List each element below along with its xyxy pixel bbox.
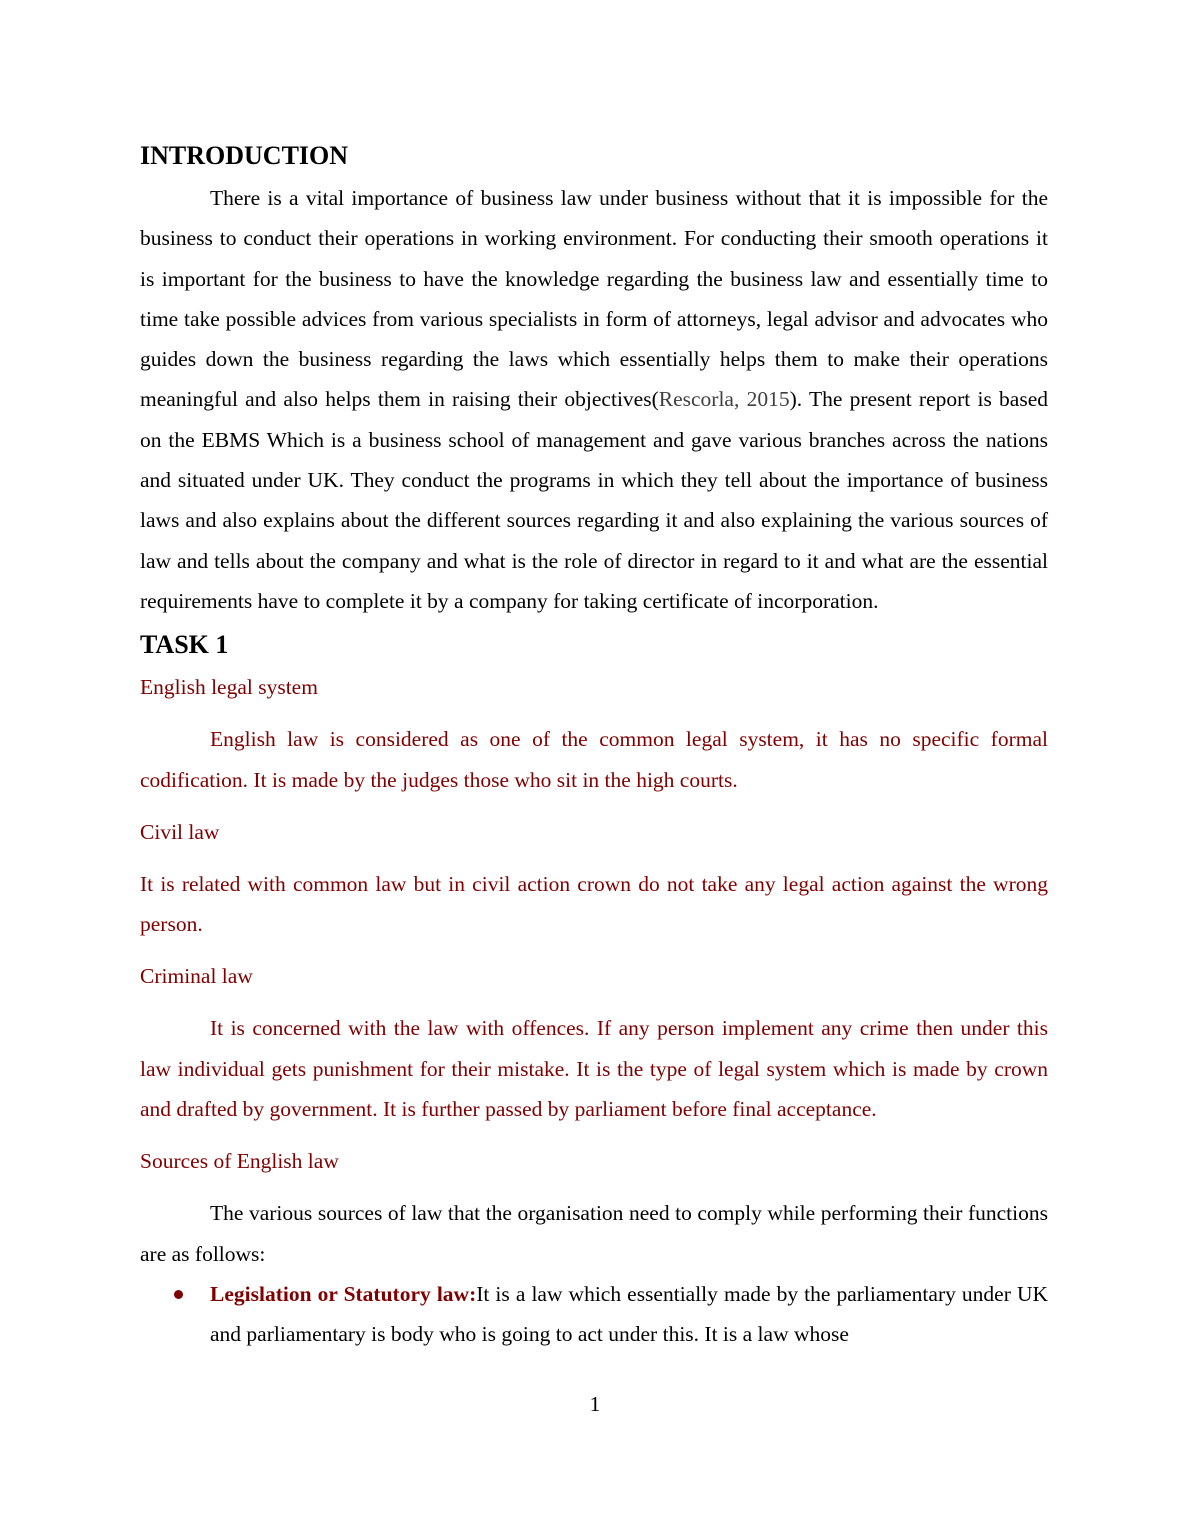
list-item-text: It is a law which essentially made by the parliamentary under UK and parliamentary is body who is going to act under this. It is a law whose xyxy=(210,1281,1048,1347)
page-content xyxy=(140,138,1048,1355)
task1-heading: TASK 1 xyxy=(140,630,229,660)
introduction-text-part1: There is a vital importance of business law under business without that it is impossible for the business to conduct their operations in working environment. For conducting their smooth operations it is important for the business to have the knowledge regarding the business law and essentially time to time take possible advices from various specialists in form of attorneys, legal advisor and advocates who guides down the business regarding the laws which essentially helps them to make their operations meaningful and also helps them in raising their objectives( xyxy=(140,186,1048,412)
sources-title: Sources of English law xyxy=(140,1149,339,1174)
page-number: 1 xyxy=(589,1392,601,1416)
list-item xyxy=(140,1274,1048,1355)
introduction-citation: Rescorla, 2015 xyxy=(658,387,790,412)
english-legal-system-paragraph: English law is considered as one of the common legal system, it has no specific formal codification. It is made by the judges those who sit in the high courts. xyxy=(140,727,1048,792)
criminal-law-title: Criminal law xyxy=(140,964,253,989)
civil-law-title: Civil law xyxy=(140,819,220,844)
bullet-icon xyxy=(174,1290,183,1299)
sources-list xyxy=(140,1274,1048,1355)
list-item-term: Legislation or Statutory law: xyxy=(210,1281,477,1306)
civil-law-paragraph: It is related with common law but in civil action crown do not take any legal action against the wrong person. xyxy=(140,871,1048,937)
criminal-law-paragraph: It is concerned with the law with offences. If any person implement any crime then under this law individual gets punishment for their mistake. It is the type of legal system which is made by crown and drafted by government. It is further passed by parliament before final acceptance. xyxy=(140,1016,1048,1122)
english-legal-system-title: English legal system xyxy=(140,675,318,700)
introduction-heading: INTRODUCTION xyxy=(140,141,349,170)
introduction-text-part2: ). The present report is based on the EBMS Which is a business school of management and gave various branches across the nations and situated under UK. They conduct the programs in which they tell about the importance of business laws and also explains about the different sources regarding it and also explaining the various sources of law and tells about the company and what is the role of director in regard to it and what are the essential requirements have to complete it by a company for taking certificate of incorporation. xyxy=(140,387,1048,613)
introduction-paragraph xyxy=(140,178,1048,621)
sources-paragraph: The various sources of law that the organisation need to comply while performing their functions are as follows: xyxy=(140,1201,1048,1266)
